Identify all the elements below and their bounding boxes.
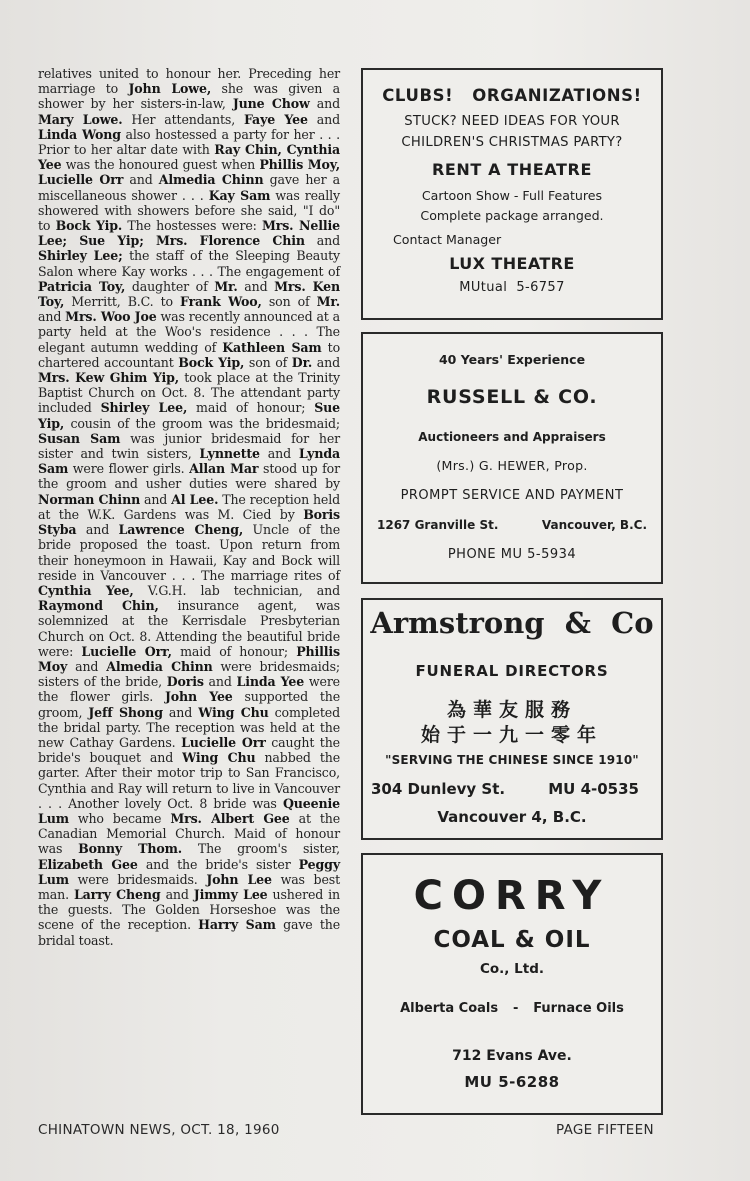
article-name: Faye Yee bbox=[243, 111, 308, 127]
ad-contact: Contact Manager bbox=[393, 232, 502, 247]
article-text: caught the bride's bouquet and bbox=[38, 734, 340, 766]
article-text: were bridesmaids; sisters of the bride, bbox=[38, 658, 341, 690]
ad-headline: CLUBS! ORGANIZATIONS! bbox=[382, 86, 642, 105]
article-name: Bock Yip, bbox=[178, 354, 245, 370]
article-text: gave her a miscellaneous shower . . . bbox=[38, 172, 340, 203]
article-name: Al Lee. bbox=[171, 491, 219, 507]
article-text: also hostessed a party for her . . . Prior to her altar date with bbox=[38, 126, 340, 158]
ad-phone: PHONE MU 5-5934 bbox=[447, 547, 577, 562]
article-text: and bbox=[140, 491, 172, 507]
article-name: Elizabeth Gee bbox=[38, 856, 138, 872]
footer-publication-date: CHINATOWN NEWS, OCT. 18, 1960 bbox=[38, 1122, 280, 1138]
article-text: cousin of the groom was the bridesmaid; bbox=[64, 415, 340, 431]
ad-address: 1267 Granville St. bbox=[377, 518, 499, 532]
society-column-article bbox=[38, 66, 340, 948]
ad-address-row bbox=[363, 780, 661, 798]
article-text: maid of honour; bbox=[187, 400, 315, 416]
article-text: and bbox=[123, 172, 159, 188]
ad-question-line-2: CHILDREN'S CHRISTMAS PARTY? bbox=[401, 135, 623, 150]
ad-experience: 40 Years' Experience bbox=[438, 352, 586, 367]
article-text: The hostesses were: bbox=[122, 218, 262, 234]
ad-business-name: LUX THEATRE bbox=[449, 254, 575, 273]
ad-company: Co., Ltd. bbox=[480, 961, 544, 977]
ad-business-name: Armstrong & Co bbox=[370, 606, 654, 640]
article-name: Raymond Chin, bbox=[38, 598, 159, 614]
article-name: Dr. bbox=[291, 354, 313, 370]
article-name: Patricia Toy, bbox=[38, 278, 126, 294]
russell-co-ad bbox=[361, 332, 663, 584]
article-name: Mrs. Albert Gee bbox=[170, 810, 290, 826]
ad-proprietor: (Mrs.) G. HEWER, Prop. bbox=[436, 458, 588, 473]
ad-phone: MUtual 5-6757 bbox=[459, 280, 565, 295]
ad-chinese-line-2: 始于一九一零年 bbox=[420, 724, 603, 746]
article-text: supported the groom, bbox=[38, 689, 340, 720]
article-text: daughter of bbox=[125, 278, 215, 294]
article-name: Kathleen Sam bbox=[222, 339, 322, 355]
article-text: who became bbox=[68, 810, 171, 826]
article-name: Sue Yip, bbox=[38, 400, 341, 431]
ad-service: PROMPT SERVICE AND PAYMENT bbox=[400, 488, 624, 503]
article-name: Ray Chin, Cynthia Yee bbox=[38, 142, 340, 173]
article-name: Larry Cheng bbox=[73, 886, 161, 902]
ad-products-row bbox=[363, 1001, 661, 1016]
ad-business-name: RUSSELL & CO. bbox=[426, 386, 598, 408]
ad-role: Auctioneers and Appraisers bbox=[418, 430, 606, 444]
article-text: The reception held at the W.K. Gardens was M. Cied by bbox=[38, 491, 341, 522]
article-name: Peggy Lum bbox=[38, 856, 340, 887]
article-name: Harry Sam bbox=[198, 917, 276, 933]
article-name: Wing Chu bbox=[182, 750, 256, 766]
article-text: were bridesmaids. bbox=[68, 871, 207, 887]
article-text: took place at the Trinity Baptist Church on Oct. 8. The attendant party included bbox=[38, 370, 340, 416]
article-name: John Lowe, bbox=[128, 81, 212, 97]
ad-address: 712 Evans Ave. bbox=[452, 1048, 572, 1064]
ad-city: Vancouver 4, B.C. bbox=[437, 808, 587, 826]
article-name: Almedia Chinn bbox=[158, 172, 264, 188]
ad-role: FUNERAL DIRECTORS bbox=[415, 662, 609, 680]
article-text: gave the bridal toast. bbox=[38, 917, 341, 948]
article-name: Cynthia Yee, bbox=[38, 582, 134, 598]
ad-offer: RENT A THEATRE bbox=[431, 160, 593, 179]
article-text: and bbox=[307, 111, 340, 127]
article-name: Shirley Lee; bbox=[38, 248, 123, 264]
article-text: and bbox=[38, 309, 66, 325]
article-name: Doris bbox=[166, 674, 204, 690]
article-name: Lucielle Orr bbox=[181, 734, 266, 750]
article-text: was best man. bbox=[38, 871, 340, 902]
ad-chinese-line-1: 為華友服務 bbox=[446, 699, 577, 721]
article-text: was really showered with showers before she said, "I do" to bbox=[38, 187, 341, 234]
article-name: June Chow bbox=[232, 96, 310, 112]
article-text: and bbox=[203, 674, 237, 690]
article-name: Mrs. Nellie Lee; Sue Yip; Mrs. Florence Chin bbox=[38, 218, 340, 249]
article-text: Merritt, B.C. to bbox=[64, 294, 180, 310]
article-name: Lawrence Cheng, bbox=[118, 522, 244, 538]
article-name: Almedia Chinn bbox=[106, 658, 213, 674]
article-name: Mrs. Ken Toy, bbox=[38, 278, 340, 310]
article-text: and bbox=[160, 886, 194, 902]
article-text: were flower girls. bbox=[68, 461, 190, 477]
article-text: and bbox=[304, 233, 340, 249]
corry-coal-oil-ad bbox=[361, 853, 663, 1115]
article-text: relatives united to honour her. Preceding her marriage to bbox=[38, 66, 340, 97]
article-text: and bbox=[237, 278, 275, 294]
article-text: was recently announced at a party held at the Woo's residence . . . The elegant autumn wedding of bbox=[38, 309, 340, 355]
article-name: Bonny Thom. bbox=[78, 841, 183, 857]
article-text: she was given a shower by her sisters-in-law, bbox=[38, 81, 340, 112]
article-name: John Yee bbox=[164, 689, 233, 705]
ad-phone: MU 4-0535 bbox=[548, 780, 639, 798]
ad-address: 304 Dunlevy St. bbox=[371, 780, 506, 798]
article-text: maid of honour; bbox=[171, 643, 297, 659]
article-text: and bbox=[67, 658, 107, 674]
article-name: Jeff Shong bbox=[88, 704, 163, 720]
article-text: was the honoured guest when bbox=[61, 157, 260, 173]
article-name: Frank Woo, bbox=[180, 294, 262, 310]
article-text: insurance agent, was solemnized at the Kerrisdale Presbyterian Church on Oct. 8. Attending the beautiful bride were: bbox=[38, 598, 340, 659]
article-name: Norman Chinn bbox=[38, 491, 141, 507]
article-text: were the flower girls. bbox=[38, 674, 340, 705]
article-name: Wing Chu bbox=[198, 704, 269, 720]
ad-slogan: "SERVING THE CHINESE SINCE 1910" bbox=[385, 753, 639, 767]
ad-business-name: CORRY bbox=[413, 873, 611, 919]
article-name: Lucielle Orr, bbox=[81, 643, 172, 659]
article-text: was junior bridesmaid for her sister and twin sisters, bbox=[38, 430, 340, 462]
article-name: Bock Yip. bbox=[55, 218, 123, 234]
article-name: Phillis Moy, Lucielle Orr bbox=[38, 157, 340, 188]
article-text: V.G.H. lab technician, and bbox=[133, 582, 340, 598]
ad-address-row bbox=[363, 518, 661, 532]
ad-phone: MU 5-6288 bbox=[464, 1073, 560, 1091]
article-name: Kay Sam bbox=[208, 187, 271, 203]
article-text: son of bbox=[261, 294, 317, 310]
article-text: ushered in the guests. The Golden Horseshoe was the scene of the reception. bbox=[38, 886, 340, 933]
ad-detail-2: Complete package arranged. bbox=[420, 208, 604, 223]
article-name: Mr. bbox=[214, 278, 238, 294]
article-name: Mr. bbox=[316, 294, 340, 310]
article-text: nabbed the garter. After their motor trip to San Francisco, Cynthia and Ray will return to live in Vancouver . . . Another lovely Oct. 8 bride was bbox=[38, 750, 340, 811]
ad-item-separator: - bbox=[512, 1001, 519, 1016]
article-text: and bbox=[162, 704, 199, 720]
article-name: Linda Wong bbox=[38, 126, 121, 142]
article-text: completed the bridal party. The reception was held at the new Cathay Gardens. bbox=[38, 704, 340, 750]
article-name: Mrs. Woo Joe bbox=[65, 309, 157, 325]
article-text: at the Canadian Memorial Church. Maid of honour was bbox=[38, 810, 340, 857]
article-name: Mrs. Kew Ghim Yip, bbox=[38, 370, 179, 386]
article-text: to chartered accountant bbox=[38, 339, 340, 370]
article-name: Lynda Sam bbox=[38, 446, 340, 477]
armstrong-co-ad bbox=[361, 598, 663, 840]
ad-detail-1: Cartoon Show - Full Features bbox=[421, 188, 603, 203]
article-name: Boris Styba bbox=[38, 506, 340, 538]
ad-product: COAL & OIL bbox=[433, 927, 591, 953]
article-name: Lynnette bbox=[199, 446, 260, 462]
article-text: son of bbox=[244, 354, 292, 370]
article-name: Allan Mar bbox=[189, 461, 259, 477]
article-text: and the bride's sister bbox=[137, 856, 299, 872]
lux-theatre-ad bbox=[361, 68, 663, 320]
ad-item-oils: Furnace Oils bbox=[533, 1001, 624, 1016]
article-text: Her attendants, bbox=[122, 111, 244, 127]
article-text: stood up for the groom and usher duties were shared by bbox=[38, 461, 340, 492]
footer-page-number: PAGE FIFTEEN bbox=[556, 1122, 654, 1138]
article-text: and bbox=[309, 96, 340, 112]
article-text: the staff of the Sleeping Beauty Salon where Kay works . . . The engagement of bbox=[38, 248, 340, 279]
ad-item-coals: Alberta Coals bbox=[400, 1001, 499, 1016]
article-name: Susan Sam bbox=[38, 430, 121, 446]
article-name: Jimmy Lee bbox=[193, 886, 268, 902]
article-name: Phillis Moy bbox=[38, 643, 340, 674]
article-name: Queenie Lum bbox=[38, 795, 340, 826]
article-name: John Lee bbox=[206, 871, 272, 887]
ad-question-line-1: STUCK? NEED IDEAS FOR YOUR bbox=[404, 114, 620, 129]
article-name: Shirley Lee, bbox=[100, 400, 188, 416]
article-text: and bbox=[259, 446, 299, 462]
article-text: The groom's sister, bbox=[182, 841, 340, 857]
article-name: Mary Lowe. bbox=[38, 111, 123, 127]
article-text: and bbox=[312, 354, 340, 370]
article-name: Linda Yee bbox=[236, 674, 305, 690]
article-text: and bbox=[76, 522, 119, 538]
ad-city: Vancouver, B.C. bbox=[541, 518, 647, 532]
article-text: Uncle of the bride proposed the toast. Upon return from their honeymoon in Hawaii, Kay and Bock will reside in Vancouver . . . The marriage rites of bbox=[38, 522, 341, 583]
